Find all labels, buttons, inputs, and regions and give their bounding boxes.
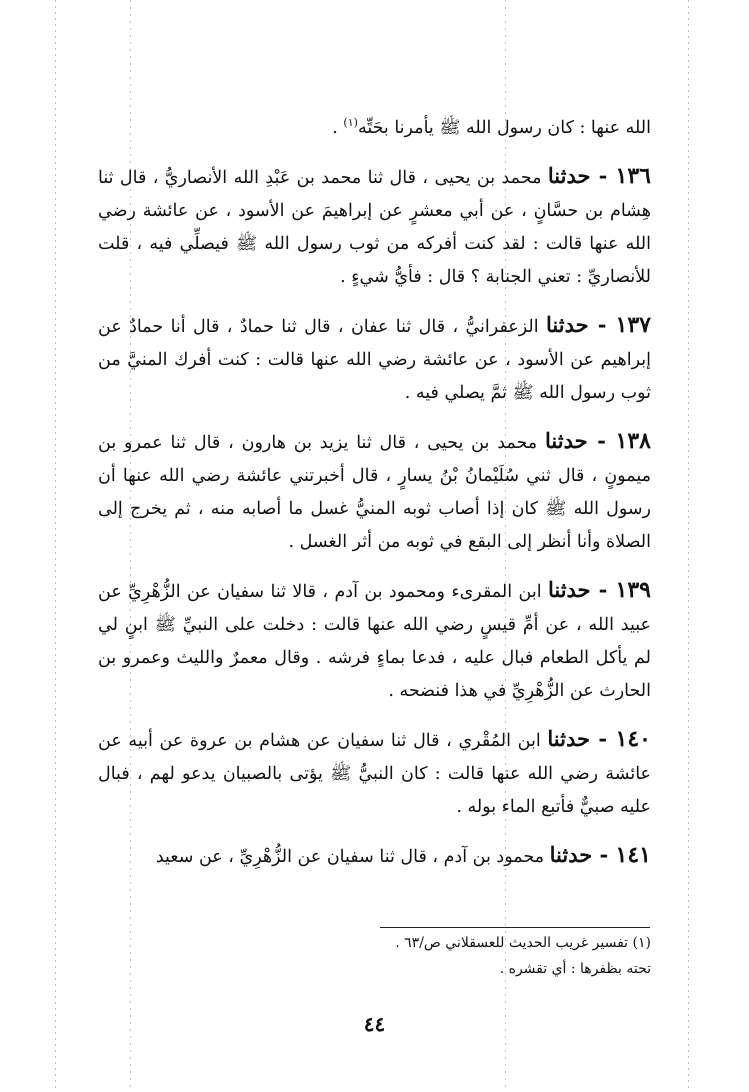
hadith-141: ١٤١ - حدثنا محمود بن آدم ، قال ثنا سفيان عن الزُّهْرِيِّ ، عن سعيد: [155, 842, 651, 868]
main-text: [98, 112, 651, 888]
hadith-number: ١٤١: [615, 842, 651, 868]
footnote-ref[interactable]: (١): [343, 116, 358, 130]
footnote-1: (١) تفسير غريب الحديث للعسقلاني ص/٦٣ .: [395, 935, 651, 951]
page-number: ٤٤: [363, 1012, 386, 1036]
hadith-keyword: حدثنا: [545, 428, 588, 453]
footnote-divider: [380, 927, 650, 928]
hadith-keyword: حدثنا: [547, 577, 591, 602]
hadith-number: ١٣٨: [615, 428, 651, 454]
hadith-text: محمد بن يحيى ، قال ثنا محمد بن عَبْدِ الله الأنصاريُّ ، قال ثنا هِشام بن حسَّانٍ ، عن أبي معشرٍ عن إبراهيمَ عن الأسود ، عن عائشة رضي الله عنها قالت : لقد كنت أفركه من ثوب رسول الله ﷺ فيصلِّي فيه ، قلت للأنصاريِّ : تعني الجنابة ؟ قال : فأيُّ شيءٍ .: [98, 168, 651, 287]
hadith-keyword: حدثنا: [549, 842, 593, 867]
hadith-keyword: حدثنا: [547, 726, 590, 751]
hadith-number: ١٣٩: [615, 577, 651, 603]
hadith-number: ١٣٦: [615, 163, 651, 189]
hadith-text: ابن المقرىء ومحمود بن آدم ، قالا ثنا سفيان عن الزُّهْرِيِّ عن عبيد الله ، عن أمِّ قيسٍ رضي الله عنها قالت : دخلت على النبيِّ ﷺ ابنٍ لي لم يأكل الطعام فبال عليه ، فدعا بماءٍ فرشه . وقال معمرٌ والليث وعمرو بن الحارث عن الزُّهْرِيِّ في هذا فنضحه .: [98, 582, 651, 701]
hadith-keyword: حدثنا: [547, 163, 591, 188]
footnotes: [98, 930, 651, 982]
hadith-keyword: حدثنا: [545, 312, 589, 337]
hadith-140: ١٤٠ - حدثنا ابن المُقْري ، قال ثنا سفيان عن هشام بن عروة عن أبيه عن عائشة رضي الله عنها قالت : كان النبيُّ ﷺ يؤتى بالصبيان يدعو لهم ، فبال عليه صبيٌّ فأتبع الماء بوله .: [98, 726, 651, 817]
hadith-139: ١٣٩ - حدثنا ابن المقرىء ومحمود بن آدم ، قالا ثنا سفيان عن الزُّهْرِيِّ عن عبيد الله ، عن أمِّ قيسٍ رضي الله عنها قالت : دخلت على النبيِّ ﷺ ابنٍ لي لم يأكل الطعام فبال عليه ، فدعا بماءٍ فرشه . وقال معمرٌ والليث وعمرو بن الحارث عن الزُّهْرِيِّ في هذا فنضحه .: [98, 577, 651, 701]
hadith-number: ١٤٠: [615, 726, 651, 752]
hadith-number: ١٣٧: [615, 312, 651, 338]
hadith-136: ١٣٦ - حدثنا محمد بن يحيى ، قال ثنا محمد بن عَبْدِ الله الأنصاريُّ ، قال ثنا هِشام بن حسَّانٍ ، عن أبي معشرٍ عن إبراهيمَ عن الأسود ، عن عائشة رضي الله عنها قالت : لقد كنت أفركه من ثوب رسول الله ﷺ فيصلِّي فيه ، قلت للأنصاريِّ : تعني الجنابة ؟ قال : فأيُّ شيءٍ .: [98, 163, 651, 287]
hadith-text: الزعفرانيُّ ، قال ثنا عفان ، قال ثنا حمادٌ ، قال أنا حمادٌ عن إبراهيم عن الأسود ، عن عائشة رضي الله عنها قالت : كنت أفرك المنيَّ من ثوب رسول الله ﷺ ثمَّ يصلي فيه .: [98, 317, 651, 403]
hadith-137: ١٣٧ - حدثنا الزعفرانيُّ ، قال ثنا عفان ، قال ثنا حمادٌ ، قال أنا حمادٌ عن إبراهيم عن الأسود ، عن عائشة رضي الله عنها قالت : كنت أفرك المنيَّ من ثوب رسول الله ﷺ ثمَّ يصلي فيه .: [98, 312, 651, 403]
hadith-text: ابن المُقْري ، قال ثنا سفيان عن هشام بن عروة عن أبيه عن عائشة رضي الله عنها قالت : كان النبيُّ ﷺ يؤتى بالصبيان يدعو لهم ، فبال عليه صبيٌّ فأتبع الماء بوله .: [98, 731, 651, 817]
hadith-text: محمود بن آدم ، قال ثنا سفيان عن الزُّهْرِيِّ ، عن سعيد: [155, 847, 545, 867]
hadith-text: محمد بن يحيى ، قال ثنا يزيد بن هارون ، قال ثنا عمرو بن ميمونٍ ، قال ثني سُلَيْمانُ بْنُ يسارٍ ، قال أخبرتني عائشة رضي الله عنها أن رسول الله ﷺ كان إذا أصاب ثوبه المنيُّ غسل ما أصابه منه ، ثم يخرج إلى الصلاة وأنا أنظر إلى البقع في ثوبه من أثر الغسل .: [98, 433, 651, 552]
hadith-138: ١٣٨ - حدثنا محمد بن يحيى ، قال ثنا يزيد بن هارون ، قال ثنا عمرو بن ميمونٍ ، قال ثني سُلَيْمانُ بْنُ يسارٍ ، قال أخبرتني عائشة رضي الله عنها أن رسول الله ﷺ كان إذا أصاب ثوبه المنيُّ غسل ما أصابه منه ، ثم يخرج إلى الصلاة وأنا أنظر إلى البقع في ثوبه من أثر الغسل .: [98, 428, 651, 552]
intro-line: الله عنها : كان رسول الله ﷺ يأمرنا بحَتِّه$^{(١)}$ .: [332, 116, 651, 138]
footnote-2: تحته بظفرها : أي تقشره .: [499, 961, 651, 977]
